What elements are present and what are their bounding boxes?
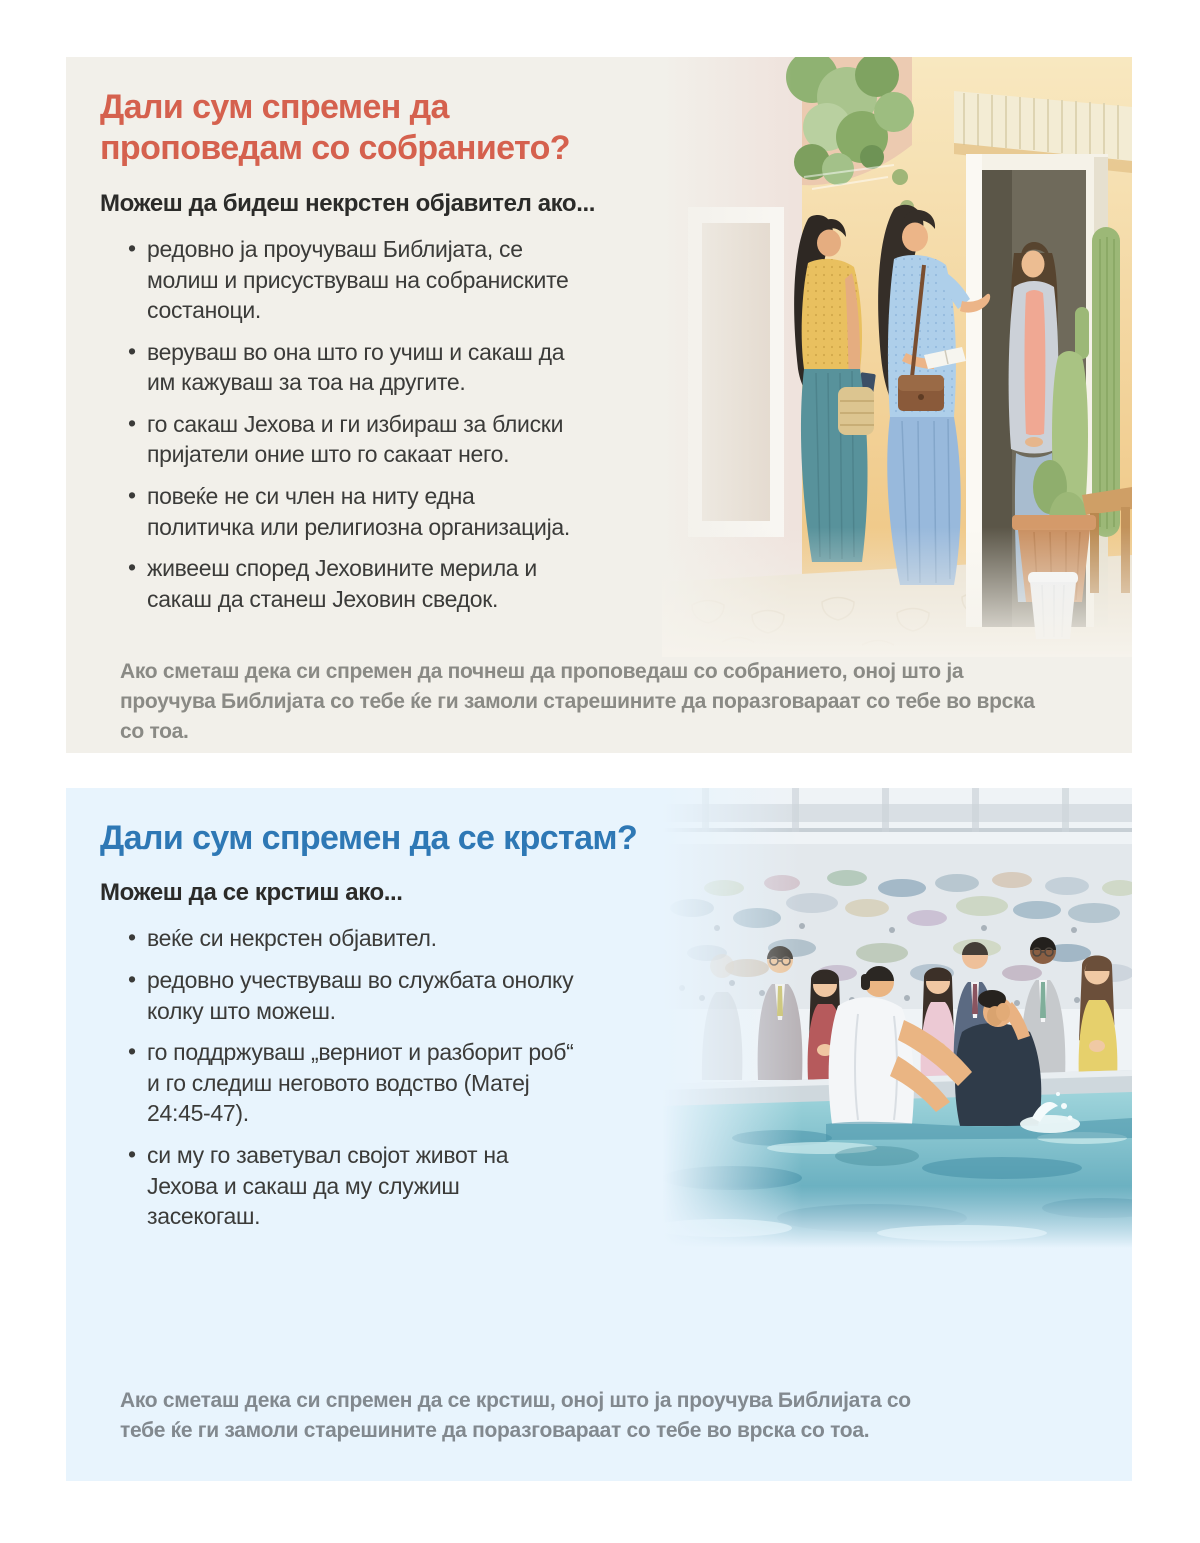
baptism-subheading: Можеш да се крстиш ако...	[100, 879, 403, 907]
bullet-text: веќе си некрстен објавител.	[147, 925, 437, 952]
bullet-text: веруваш во она што го учиш и сакаш да им кажуваш за тоа на другите.	[147, 338, 565, 396]
baptism-section	[66, 788, 1132, 1481]
baptism-heading: Дали сум спремен да се крстам?	[100, 819, 638, 857]
bullet-text: го сакаш Јехова и ги избираш за блиски пријатели оние што го сакаат него.	[147, 410, 564, 468]
preach-heading: Дали сум спремен да проповедам со собранието?	[100, 88, 570, 168]
preach-content	[66, 57, 1132, 614]
bullet-item	[100, 1037, 578, 1129]
bullet-item	[100, 234, 578, 326]
bullet-text: редовно ја проучуваш Библијата, се молиш и присуствуваш на собраниските состаноци.	[147, 235, 569, 324]
bullet-text: си му го заветувал својот живот на Јехова и сакаш да му служиш засекогаш.	[147, 1141, 509, 1230]
bullet-item	[100, 1140, 578, 1232]
preach-section	[66, 57, 1132, 753]
baptism-footer-note: Ако сметаш дека си спремен да се крстиш, оној што ја проучува Библијата со тебе ќе ги замоли старешините да поразговараат со тебе во врска со тоа.	[120, 1389, 911, 1442]
bullet-text: повеќе не си член на ниту една политичка или религиозна организација.	[147, 482, 570, 540]
bullet-item	[100, 965, 578, 1026]
bullet-item	[100, 409, 578, 470]
bullet-item	[100, 923, 578, 954]
bullet-text: живееш според Јеховините мерила и сакаш да станеш Јеховин сведок.	[147, 555, 537, 612]
bullet-item	[100, 553, 578, 614]
baptism-content	[66, 788, 1132, 1232]
bullet-text: го поддржуваш „верниот и разборит роб“ и го следиш неговото водство (Матеј 24:45-47).	[147, 1039, 574, 1127]
bullet-item	[100, 481, 578, 542]
bullet-item	[100, 337, 578, 398]
preach-bullet-list	[100, 234, 578, 614]
baptism-bullet-list	[100, 923, 578, 1231]
preach-footer-note: Ако сметаш дека си спремен да почнеш да проповедаш со собранието, оној што ја проучува Библијата со тебе ќе ги замоли старешините да поразговараат со тебе во врска со тоа.	[120, 660, 1035, 743]
bullet-text: редовно учествуваш во службата онолку колку што можеш.	[147, 967, 574, 1024]
preach-subheading: Можеш да бидеш некрстен објавител ако...	[100, 189, 595, 217]
